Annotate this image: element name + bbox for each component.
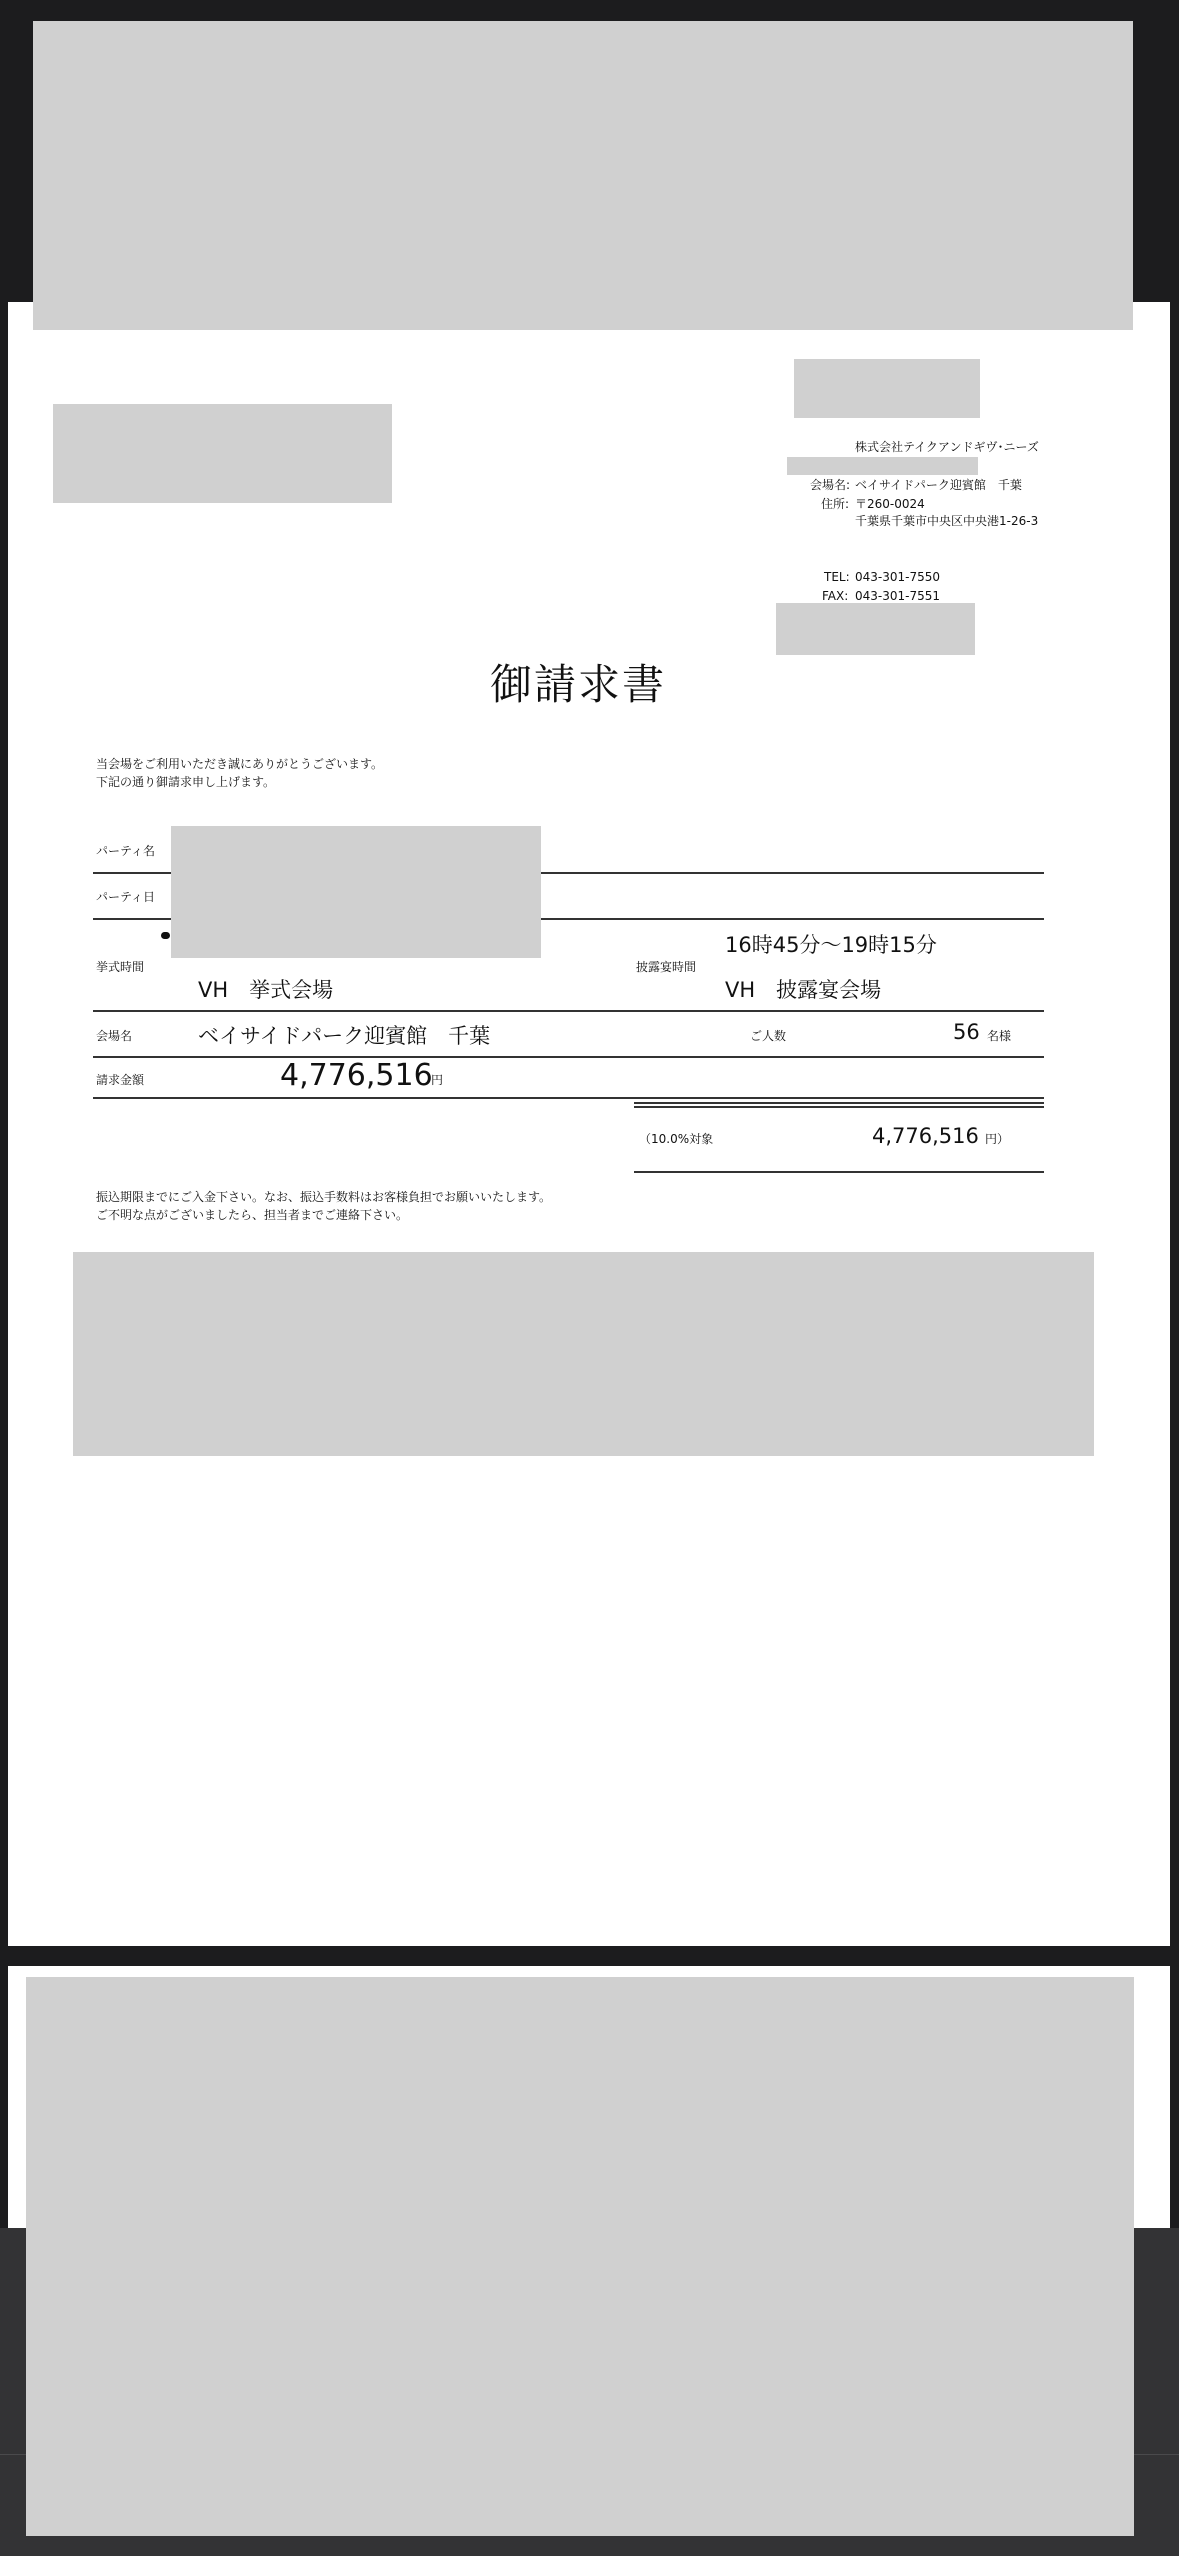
company-postal: 〒260-0024 (855, 497, 925, 511)
company-tel: 043-301-7550 (855, 570, 941, 584)
redacted-header-region (33, 21, 1133, 330)
redacted-recipient (53, 404, 392, 503)
company-venue-value: ベイサイドパーク迎賓館 千葉 (855, 478, 1022, 492)
reception-time: 16時45分〜19時15分 (725, 933, 937, 957)
company-name: 株式会社テイクアンドギヴ･ニーズ (855, 440, 1039, 454)
ceremony-venue: VH 挙式会場 (198, 978, 334, 1002)
company-fax: 043-301-7551 (855, 589, 941, 603)
redacted-party-details (171, 826, 541, 958)
tax-top-rule-2 (634, 1106, 1044, 1108)
note-line-2: ご不明な点がございましたら、担当者までご連絡下さい。 (96, 1208, 409, 1222)
amount-label: 請求金額 (96, 1073, 145, 1087)
greeting-line-1: 当会場をご利用いただき誠にありがとうございます。 (96, 757, 384, 771)
redacted-bank-details (73, 1252, 1094, 1456)
company-fax-label: FAX: (822, 589, 849, 603)
greeting-line-2: 下記の通り御請求申し上げます。 (96, 775, 276, 789)
redacted-page-2 (26, 1977, 1134, 2536)
guests-unit: 名様 (987, 1029, 1012, 1043)
amount-unit: 円 (431, 1073, 444, 1087)
tax-bottom-rule (634, 1171, 1044, 1173)
party-date-label: パーティ日 (96, 890, 156, 904)
time-rule (93, 1010, 1044, 1012)
ceremony-time-label: 挙式時間 (96, 960, 145, 974)
document-page-1[interactable] (8, 302, 1170, 1946)
tax-unit: 円） (985, 1132, 1010, 1146)
redacted-logo (794, 359, 980, 418)
amount-value: 4,776,516 (280, 1058, 433, 1093)
company-address-label: 住所: (821, 497, 850, 511)
tax-top-rule-1 (634, 1102, 1044, 1104)
company-tel-label: TEL: (824, 570, 850, 584)
company-address: 千葉県千葉市中央区中央港1-26-3 (855, 514, 1039, 528)
venue-label: 会場名 (96, 1029, 133, 1043)
reception-time-label: 披露宴時間 (636, 960, 697, 974)
venue-rule (93, 1056, 1044, 1058)
redacted-company-line (787, 457, 978, 475)
tax-value: 4,776,516 (872, 1124, 979, 1148)
company-venue-label: 会場名: (810, 478, 851, 492)
guests-value: 56 (953, 1020, 980, 1044)
bullet-mark (161, 932, 170, 939)
redacted-stamp (776, 603, 975, 655)
tax-label: （10.0%対象 (639, 1132, 714, 1146)
party-name-label: パーティ名 (96, 844, 156, 858)
amount-rule (93, 1097, 1044, 1099)
document-title: 御請求書 (490, 660, 667, 709)
guests-label: ご人数 (750, 1029, 787, 1043)
note-line-1: 振込期限までにご入金下さい。なお、振込手数料はお客様負担でお願いいたします。 (96, 1190, 552, 1204)
reception-venue: VH 披露宴会場 (725, 978, 882, 1002)
venue-value: ベイサイドパーク迎賓館 千葉 (198, 1024, 491, 1048)
